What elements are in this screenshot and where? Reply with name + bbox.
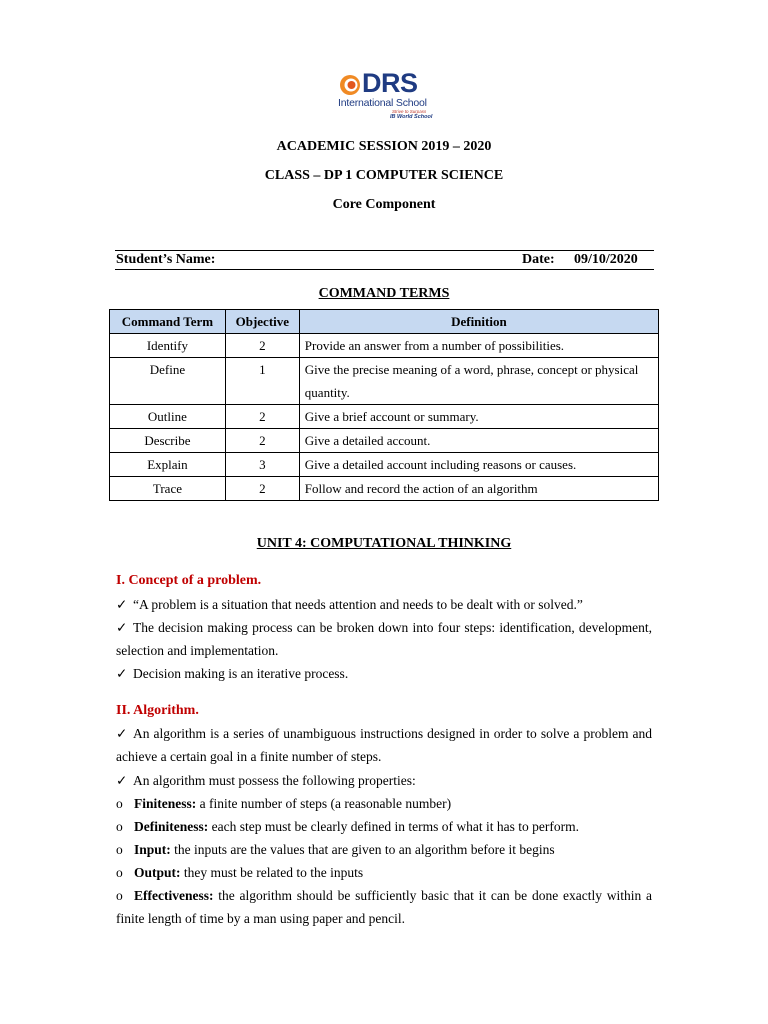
table-row: [110, 358, 659, 405]
bullet-icon: o: [116, 842, 123, 857]
unit-title: UNIT 4: COMPUTATIONAL THINKING: [256, 536, 512, 551]
definition-cell: Give the precise meaning of a word, phrase, concept or physical quantity.: [299, 358, 658, 405]
check-icon: ✓: [116, 726, 128, 741]
bullet-icon: o: [116, 888, 123, 903]
component-heading: Core Component: [332, 197, 436, 212]
objective-cell: 1: [225, 358, 299, 405]
header-definition: Definition: [299, 310, 658, 334]
property-text: the algorithm should be sufficiently basic that it can be done exactly within a finite length of time by a man using paper and pencil.: [116, 888, 652, 926]
info-top-rule: [115, 250, 654, 251]
logo-ib: IB World School: [390, 114, 433, 120]
table-row: [110, 453, 659, 477]
objective-cell: 2: [225, 477, 299, 501]
table-row: [110, 477, 659, 501]
property-label: Output:: [134, 865, 181, 880]
property-label: Effectiveness:: [134, 888, 214, 903]
table-row: [110, 429, 659, 453]
table-row: [110, 405, 659, 429]
term-cell: Identify: [110, 334, 226, 358]
header-objective: Objective: [225, 310, 299, 334]
term-cell: Describe: [110, 429, 226, 453]
checklist-item: [116, 662, 652, 685]
term-cell: Outline: [110, 405, 226, 429]
property-item: [116, 861, 652, 884]
item-text: “A problem is a situation that needs attention and needs to be dealt with or solved.”: [133, 597, 583, 612]
definition-cell: Give a brief account or summary.: [299, 405, 658, 429]
header-command-term: Command Term: [110, 310, 226, 334]
property-text: the inputs are the values that are given to an algorithm before it begins: [170, 842, 555, 857]
check-icon: ✓: [116, 620, 128, 635]
command-terms-table: [109, 309, 659, 501]
check-icon: ✓: [116, 666, 128, 681]
logo-tagline: Strive to Surpass: [392, 109, 427, 114]
item-text: An algorithm must possess the following properties:: [133, 773, 416, 788]
logo-school-name: International School: [338, 97, 427, 109]
section-title-problem: I. Concept of a problem.: [116, 573, 262, 588]
school-logo: [338, 70, 438, 122]
property-item: [116, 815, 652, 838]
bullet-icon: o: [116, 796, 123, 811]
table-row: [110, 334, 659, 358]
bullet-icon: o: [116, 865, 123, 880]
property-text: a finite number of steps (a reasonable number): [196, 796, 452, 811]
date-label: Date:: [522, 252, 555, 267]
property-label: Finiteness:: [134, 796, 197, 811]
item-text: Decision making is an iterative process.: [133, 666, 349, 681]
definition-cell: Provide an answer from a number of possibilities.: [299, 334, 658, 358]
definition-cell: Give a detailed account.: [299, 429, 658, 453]
logo-swirl-icon: [338, 72, 362, 98]
checklist-item: [116, 616, 652, 662]
property-text: each step must be clearly defined in terms of what it has to perform.: [208, 819, 580, 834]
objective-cell: 2: [225, 405, 299, 429]
property-item: [116, 838, 652, 861]
table-header-row: [110, 310, 659, 334]
item-text: The decision making process can be broken down into four steps: identification, development, selection and implementation.: [116, 620, 652, 658]
section-title-algorithm: II. Algorithm.: [116, 703, 199, 718]
command-terms-title: COMMAND TERMS: [318, 286, 450, 301]
check-icon: ✓: [116, 597, 128, 612]
definition-cell: Give a detailed account including reasons or causes.: [299, 453, 658, 477]
term-cell: Define: [110, 358, 226, 405]
property-label: Definiteness:: [134, 819, 209, 834]
logo-brand: DRS: [362, 68, 418, 98]
property-label: Input:: [134, 842, 171, 857]
checklist-item: [116, 722, 652, 768]
info-bottom-rule: [115, 269, 654, 270]
date-value: 09/10/2020: [574, 252, 638, 267]
bullet-icon: o: [116, 819, 123, 834]
property-item: [116, 792, 652, 815]
objective-cell: 3: [225, 453, 299, 477]
checklist-item: [116, 769, 652, 792]
student-name-label: Student’s Name:: [116, 252, 216, 267]
checklist-item: [116, 593, 652, 616]
property-item: [116, 884, 652, 930]
objective-cell: 2: [225, 334, 299, 358]
class-heading: CLASS – DP 1 COMPUTER SCIENCE: [264, 168, 504, 183]
item-text: An algorithm is a series of unambiguous instructions designed in order to solve a problem and achieve a certain goal in a finite number of steps.: [116, 726, 652, 764]
objective-cell: 2: [225, 429, 299, 453]
property-text: they must be related to the inputs: [180, 865, 364, 880]
session-heading: ACADEMIC SESSION 2019 – 2020: [276, 139, 492, 154]
term-cell: Trace: [110, 477, 226, 501]
check-icon: ✓: [116, 773, 128, 788]
term-cell: Explain: [110, 453, 226, 477]
definition-cell: Follow and record the action of an algorithm: [299, 477, 658, 501]
